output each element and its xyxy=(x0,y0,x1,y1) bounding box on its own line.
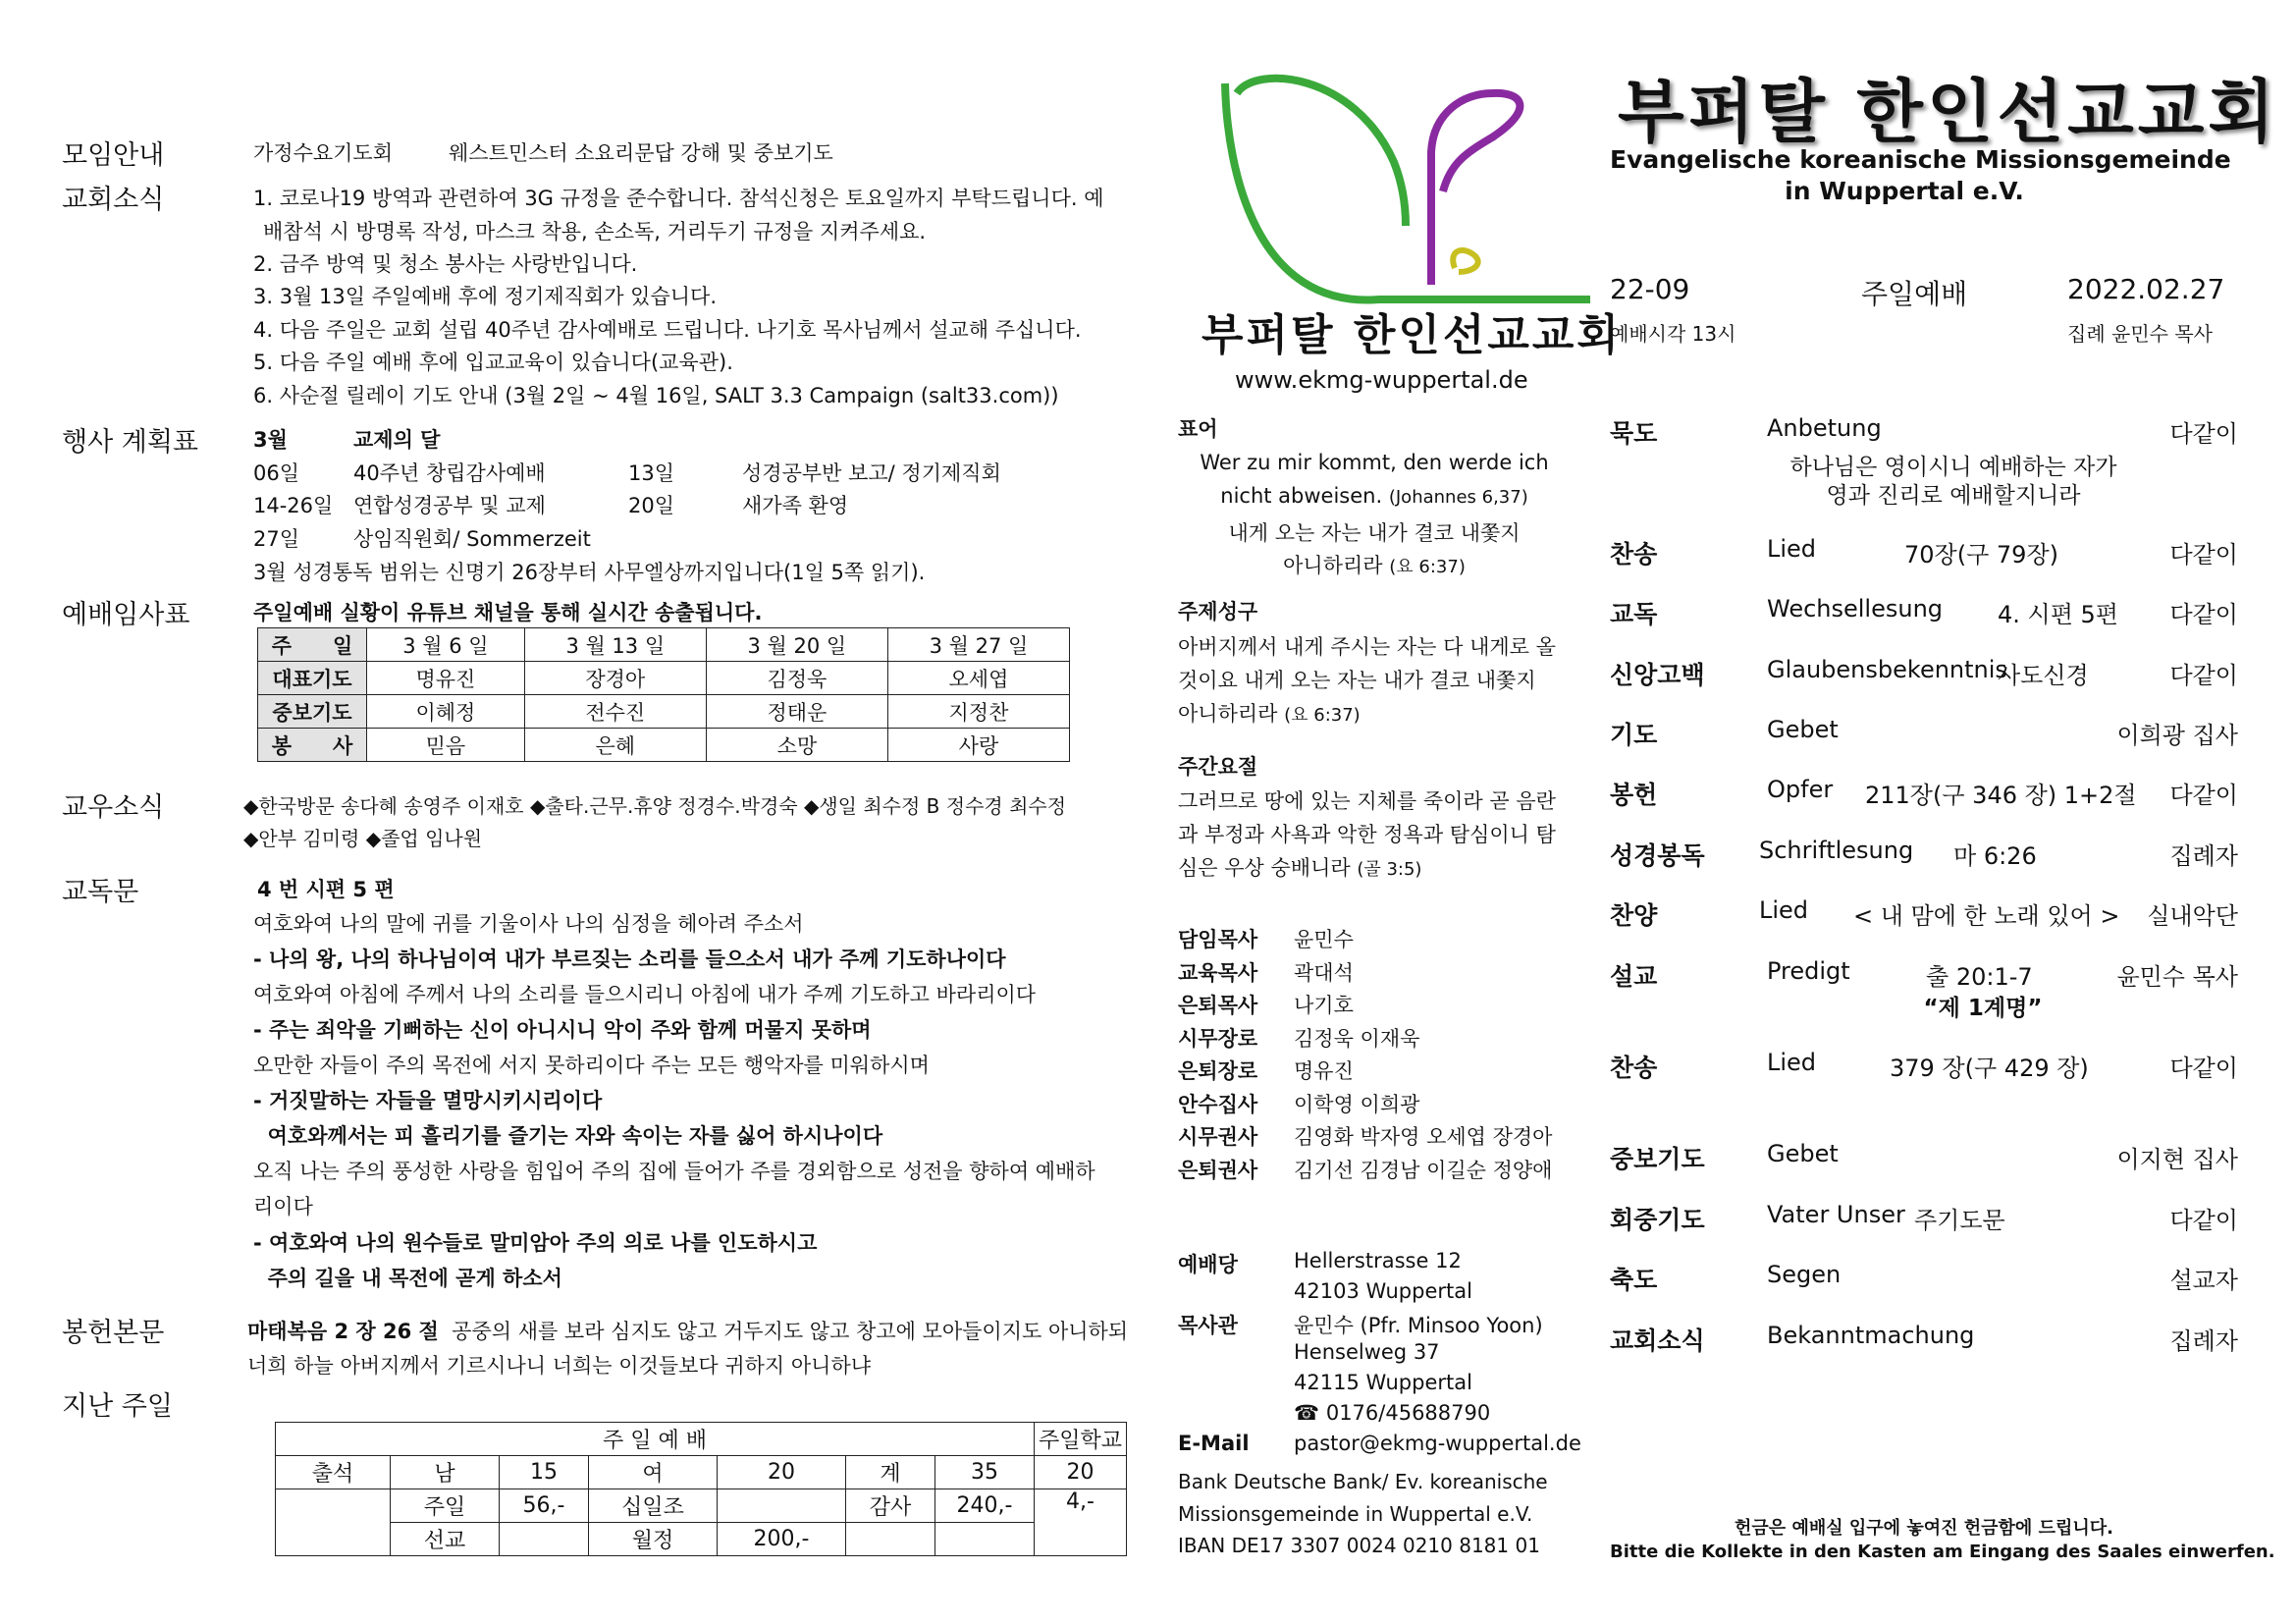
pastor-line: Henselweg 37 xyxy=(1294,1340,1440,1364)
phone-number: ☎ 0176/45688790 xyxy=(1294,1401,1491,1425)
service-time: 예배시각 13시 xyxy=(1610,322,1736,346)
table-row xyxy=(258,628,1070,662)
table-row xyxy=(258,729,1070,762)
logo-leaf-green xyxy=(1237,79,1406,226)
events-note: 3월 성경통독 범위는 신명기 26장부터 사무엘상까지입니다(1일 5쪽 읽기). xyxy=(253,561,926,584)
table-cell: 믿음 xyxy=(367,729,525,762)
order-who: 이희광 집사 xyxy=(2116,722,2238,749)
order-label: 교회소식 xyxy=(1610,1326,1705,1355)
order-label: 찬송 xyxy=(1610,540,1658,568)
events-theme: 교제의 달 xyxy=(353,428,441,452)
table-cell: 중보기도 xyxy=(258,695,367,729)
table-row xyxy=(258,695,1070,729)
subtitle-de: in Wuppertal e.V. xyxy=(1785,177,2024,205)
page-title: 부퍼탈 한인선교교회 xyxy=(1618,72,2278,152)
pastor-line: 42115 Wuppertal xyxy=(1294,1371,1472,1394)
order-who: 설교자 xyxy=(2169,1267,2238,1294)
staff-names: 윤민수 xyxy=(1294,928,1354,951)
event-name: 성경공부반 보고/ 정기제직회 xyxy=(742,461,1001,485)
pastor-line: 윤민수 (Pfr. Minsoo Yoon) xyxy=(1294,1314,1543,1337)
church-logo xyxy=(1198,54,1610,314)
table-cell: 주 일 예 배 xyxy=(276,1423,1035,1456)
order-detail: 4. 시편 5편 xyxy=(1998,601,2118,628)
order-label: 중보기도 xyxy=(1610,1145,1705,1173)
order-who: 다같이 xyxy=(2169,1055,2238,1082)
event-date: 14-26일 xyxy=(253,494,334,517)
table-cell: 남 xyxy=(391,1456,500,1489)
table-cell: 대표기도 xyxy=(258,662,367,695)
table-cell: 200,- xyxy=(718,1523,846,1556)
order-who: 집례자 xyxy=(2169,842,2238,870)
bank-line: Missionsgemeinde in Wuppertal e.V. xyxy=(1178,1502,1533,1526)
worship-sub: 영과 진리로 예배할지니라 xyxy=(1826,483,2081,509)
event-name: 새가족 환영 xyxy=(742,494,849,517)
table-row xyxy=(276,1523,1127,1556)
order-who: 이지현 집사 xyxy=(2116,1146,2238,1173)
offering-line2: 너희 하늘 아버지께서 기르시나니 너희는 이것들보다 귀하지 아니하냐 xyxy=(247,1354,872,1378)
reading-label: 교독문 xyxy=(62,877,139,907)
order-who: 다같이 xyxy=(2169,662,2238,689)
order-de: Opfer xyxy=(1767,776,1834,803)
weekly-label: 주간요절 xyxy=(1178,755,1258,779)
offering-ref: 마태복음 2 장 26 절 xyxy=(247,1320,439,1343)
order-detail: 주기도문 xyxy=(1914,1207,2005,1234)
event-name: 상임직원회/ Sommerzeit xyxy=(353,527,591,551)
motto-l4-text: 아니하리라 xyxy=(1283,554,1383,577)
order-de: Segen xyxy=(1767,1261,1842,1288)
worship-sub: 하나님은 영이시니 예배하는 자가 xyxy=(1789,455,2117,480)
offering-label: 봉헌본문 xyxy=(62,1318,165,1348)
table-cell: 소망 xyxy=(706,729,887,762)
order-label: 설교 xyxy=(1610,962,1658,991)
order-who: 윤민수 목사 xyxy=(2116,963,2238,991)
order-label: 묵도 xyxy=(1610,419,1658,448)
offering-line1: 공중의 새를 보라 심지도 않고 거두지도 않고 창고에 모아들이지도 아니하되 xyxy=(452,1320,1129,1343)
motto-l1: Wer zu mir kommt, den werde ich xyxy=(1200,451,1549,474)
order-detail: 70장(구 79장) xyxy=(1904,541,2058,568)
order-de: Lied xyxy=(1767,535,1817,563)
event-date: 06일 xyxy=(253,461,300,485)
order-label: 찬양 xyxy=(1610,901,1658,930)
logo-stem xyxy=(1225,83,1590,300)
staff-role: 시무권사 xyxy=(1178,1125,1258,1149)
table-cell: 계 xyxy=(846,1456,935,1489)
reading-line: 여호와여 나의 말에 귀를 기울이사 나의 심정을 헤아려 주소서 xyxy=(253,912,804,936)
news-item: 5. 다음 주일 예배 후에 입교교육이 있습니다(교육관). xyxy=(253,351,733,374)
events-label: 행사 계획표 xyxy=(62,427,198,458)
events-month: 3월 xyxy=(253,428,288,452)
order-de: Schriftlesung xyxy=(1759,837,1914,864)
table-row xyxy=(276,1456,1127,1489)
order-who: 다같이 xyxy=(2169,420,2238,448)
order-who: 집례자 xyxy=(2169,1327,2238,1355)
order-detail: 379 장(구 429 장) xyxy=(1890,1055,2089,1082)
order-de: Gebet xyxy=(1767,716,1839,743)
table-cell: 3 월 20 일 xyxy=(706,628,887,662)
motto-ref: (요 6:37) xyxy=(1389,557,1466,577)
email-link[interactable]: pastor@ekmg-wuppertal.de xyxy=(1294,1432,1581,1455)
table-cell: 김정욱 xyxy=(706,662,887,695)
staff-role: 은퇴장로 xyxy=(1178,1059,1258,1083)
news-item: 6. 사순절 릴레이 기도 안내 (3월 2일 ~ 4월 16일, SALT 3.3 Campaign (salt33.com)) xyxy=(253,384,1059,407)
table-row xyxy=(276,1423,1127,1456)
table-cell: 56,- xyxy=(500,1489,589,1523)
news-item: 1. 코로나19 방역과 관련하여 3G 규정을 준수합니다. 참석신청은 토요일까지 부탁드립니다. 예 xyxy=(253,187,1104,210)
event-date: 20일 xyxy=(628,494,675,517)
staff-names: 김영화 박자영 오세엽 장경아 xyxy=(1294,1125,1553,1149)
verse-l2: 것이요 내게 오는 자는 내가 결코 내쫓지 xyxy=(1178,669,1536,692)
members-line: ◆안부 김미령 ◆졸업 임나원 xyxy=(243,827,483,850)
website-link[interactable]: www.ekmg-wuppertal.de xyxy=(1235,366,1528,394)
reading-title: 4 번 시편 5 편 xyxy=(257,878,395,901)
motto-l4 xyxy=(1178,550,1571,579)
reading-line: - 여호와여 나의 원수들로 말미암아 주의 의로 나를 인도하시고 xyxy=(253,1231,818,1255)
table-cell xyxy=(935,1523,1035,1556)
reading-line: 주의 길을 내 목전에 곧게 하소서 xyxy=(253,1267,562,1290)
table-cell: 십일조 xyxy=(589,1489,718,1523)
order-detail: < 내 맘에 한 노래 있어 > xyxy=(1853,902,2120,930)
order-label: 교독 xyxy=(1610,600,1658,628)
order-label: 축도 xyxy=(1610,1266,1658,1294)
reading-line: 리이다 xyxy=(253,1195,313,1218)
table-cell: 20 xyxy=(718,1456,846,1489)
service-name: 주일예배 xyxy=(1861,278,1968,310)
email-label: E-Mail xyxy=(1178,1432,1250,1455)
event-date: 27일 xyxy=(253,527,300,551)
motto-ref: (Johannes 6,37) xyxy=(1388,487,1528,508)
meeting-text2: 웨스트민스터 소요리문답 강해 및 중보기도 xyxy=(449,141,833,165)
table-cell: 월정 xyxy=(589,1523,718,1556)
order-label: 봉헌 xyxy=(1610,781,1658,809)
order-de: Vater Unser xyxy=(1767,1201,1905,1228)
duty-note: 주일예배 실황이 유튜브 채널을 통해 실시간 송출됩니다. xyxy=(253,601,763,624)
logo-text: 부퍼탈 한인선교교회 xyxy=(1201,310,1622,360)
order-label: 기도 xyxy=(1610,721,1658,749)
table-cell xyxy=(846,1523,935,1556)
offering-text xyxy=(247,1316,1128,1345)
duty-table xyxy=(257,627,1070,762)
table-cell: 35 xyxy=(935,1456,1035,1489)
lastweek-table xyxy=(275,1422,1127,1556)
order-de: Bekanntmachung xyxy=(1767,1322,1975,1349)
order-label: 성경봉독 xyxy=(1610,841,1705,870)
order-detail: 출 20:1-7 xyxy=(1926,963,2033,991)
reading-line: 오만한 자들이 주의 목전에 서지 못하리이다 주는 모든 행악자를 미워하시며 xyxy=(253,1054,930,1077)
motto-l2-text: nicht abweisen. xyxy=(1220,484,1383,508)
order-de: Gebet xyxy=(1767,1140,1839,1167)
footer-note: 헌금은 예배실 입구에 놓여진 헌금함에 드립니다. xyxy=(1735,1518,2113,1539)
table-cell: 240,- xyxy=(935,1489,1035,1523)
order-de: Wechsellesung xyxy=(1767,595,1944,623)
order-label: 찬송 xyxy=(1610,1054,1658,1082)
place-label: 예배당 xyxy=(1178,1253,1238,1276)
service-leader: 집례 윤민수 목사 xyxy=(2067,322,2213,346)
table-cell: 15 xyxy=(500,1456,589,1489)
weekly-l2: 과 부정과 사욕과 악한 정욕과 탐심이니 탐 xyxy=(1178,823,1556,846)
table-cell: 은혜 xyxy=(524,729,706,762)
order-de: Anbetung xyxy=(1767,414,1882,442)
reading-line: 오직 나는 주의 풍성한 사랑을 힘입어 주의 집에 들어가 주를 경외함으로 성전을 향하여 예배하 xyxy=(253,1160,1095,1183)
order-de: Predigt xyxy=(1767,957,1850,985)
event-name: 40주년 창립감사예배 xyxy=(353,461,546,485)
staff-role: 은퇴권사 xyxy=(1178,1158,1258,1182)
table-cell: 봉 사 xyxy=(258,729,367,762)
table-row xyxy=(276,1489,1127,1523)
table-cell: 4,- xyxy=(1035,1489,1127,1556)
order-who: 다같이 xyxy=(2169,601,2238,628)
table-cell: 출석 xyxy=(276,1456,391,1489)
news-item: 4. 다음 주일은 교회 설립 40주년 감사예배로 드립니다. 나기호 목사님께서 설교해 주십니다. xyxy=(253,318,1082,342)
motto-label: 표어 xyxy=(1178,417,1218,441)
table-cell: 정태운 xyxy=(706,695,887,729)
staff-names: 이학영 이희광 xyxy=(1294,1092,1420,1116)
pastor-label: 목사관 xyxy=(1178,1314,1238,1337)
order-detail: 211장(구 346 장) 1+2절 xyxy=(1865,782,2137,809)
reading-line: - 주는 죄악을 기뻐하는 신이 아니시니 악이 주와 함께 머물지 못하며 xyxy=(253,1018,872,1042)
members-line: ◆한국방문 송다혜 송영주 이재호 ◆출타.근무.휴양 정경수.박경숙 ◆생일 최수정 B 정수경 최수정 xyxy=(243,794,1067,818)
staff-role: 은퇴목사 xyxy=(1178,994,1258,1017)
weekly-l3-text: 심은 우상 숭배니라 xyxy=(1178,856,1351,880)
order-who: 다같이 xyxy=(2169,541,2238,568)
lastweek-label: 지난 주일 xyxy=(62,1391,173,1422)
table-cell: 오세엽 xyxy=(887,662,1069,695)
table-cell: 감사 xyxy=(846,1489,935,1523)
table-cell: 여 xyxy=(589,1456,718,1489)
staff-names: 곽대석 xyxy=(1294,960,1354,985)
event-name: 연합성경공부 및 교제 xyxy=(353,494,546,517)
subtitle-de: Evangelische koreanische Missionsgemeinde xyxy=(1610,145,2231,174)
table-cell: 20 xyxy=(1035,1456,1127,1489)
place-line: Hellerstrasse 12 xyxy=(1294,1249,1462,1272)
table-cell: 주일학교 xyxy=(1035,1423,1127,1456)
order-de: Lied xyxy=(1759,896,1809,924)
table-cell: 지정찬 xyxy=(887,695,1069,729)
place-line: 42103 Wuppertal xyxy=(1294,1279,1472,1303)
table-cell: 명유진 xyxy=(367,662,525,695)
verse-label: 주제성구 xyxy=(1178,600,1258,623)
sermon-title: “제 1계명” xyxy=(1923,996,2043,1021)
bank-line: Bank Deutsche Bank/ Ev. koreanische xyxy=(1178,1470,1548,1493)
news-item: 배참석 시 방명록 작성, 마스크 착용, 손소독, 거리두기 규정을 지켜주세요. xyxy=(263,220,927,244)
news-item: 2. 금주 방역 및 청소 봉사는 사랑반입니다. xyxy=(253,252,638,276)
duty-label: 예배임사표 xyxy=(62,600,190,630)
issue-number: 22-09 xyxy=(1610,273,1690,305)
table-cell: 이혜정 xyxy=(367,695,525,729)
staff-names: 나기호 xyxy=(1294,994,1354,1017)
motto-l2 xyxy=(1178,484,1571,508)
staff-names: 명유진 xyxy=(1294,1059,1354,1083)
verse-l3-text: 아니하리라 xyxy=(1178,702,1278,726)
order-detail: 마 6:26 xyxy=(1953,842,2037,870)
reading-line: - 거짓말하는 자들을 멸망시키시리이다 xyxy=(253,1089,603,1112)
meeting-label: 모임안내 xyxy=(62,140,165,171)
order-who: 다같이 xyxy=(2169,782,2238,809)
table-cell: 3 월 13 일 xyxy=(524,628,706,662)
staff-role: 시무장로 xyxy=(1178,1026,1258,1051)
table-cell xyxy=(500,1523,589,1556)
verse-ref: (요 6:37) xyxy=(1284,705,1361,726)
staff-names: 김기선 김경남 이길순 정양애 xyxy=(1294,1158,1553,1182)
staff-role: 담임목사 xyxy=(1178,928,1258,951)
reading-line: - 나의 왕, 나의 하나님이여 내가 부르짖는 소리를 들으소서 내가 주께 기도하나이다 xyxy=(253,947,1006,971)
table-cell: 주 일 xyxy=(258,628,367,662)
table-cell: 사랑 xyxy=(887,729,1069,762)
reading-line: 여호와여 아침에 주께서 나의 소리를 들으시리니 아침에 내가 주께 기도하고 바라리이다 xyxy=(253,983,1037,1006)
bank-line: IBAN DE17 3307 0024 0210 8181 01 xyxy=(1178,1534,1540,1557)
verse-l1: 아버지께서 내게 주시는 자는 다 내게로 올 xyxy=(1178,635,1556,659)
motto-l3: 내게 오는 자는 내가 결코 내쫓지 xyxy=(1228,521,1521,545)
order-label: 신앙고백 xyxy=(1610,661,1705,689)
table-cell: 장경아 xyxy=(524,662,706,695)
news-item: 3. 3월 13일 주일예배 후에 정기제직회가 있습니다. xyxy=(253,285,717,308)
table-cell: 주일 xyxy=(391,1489,500,1523)
order-who: 실내악단 xyxy=(2147,902,2238,930)
members-label: 교우소식 xyxy=(62,792,165,823)
staff-names: 김정욱 이재욱 xyxy=(1294,1026,1420,1051)
reading-line: 여호와께서는 피 흘리기를 즐기는 자와 속이는 자를 싫어 하시나이다 xyxy=(253,1124,883,1148)
order-label: 회중기도 xyxy=(1610,1206,1705,1234)
event-date: 13일 xyxy=(628,461,675,485)
table-cell: 전수진 xyxy=(524,695,706,729)
table-cell: 선교 xyxy=(391,1523,500,1556)
table-cell xyxy=(718,1489,846,1523)
weekly-l1: 그러므로 땅에 있는 지체를 죽이라 곧 음란 xyxy=(1178,789,1556,813)
meeting-text1: 가정수요기도회 xyxy=(253,141,394,165)
table-cell: 3 월 6 일 xyxy=(367,628,525,662)
service-date: 2022.02.27 xyxy=(2067,273,2225,305)
order-who: 다같이 xyxy=(2169,1207,2238,1234)
staff-role: 교육목사 xyxy=(1178,960,1258,985)
footer-note: Bitte die Kollekte in den Kasten am Eingang des Saales einwerfen. xyxy=(1610,1542,2275,1562)
weekly-l3 xyxy=(1178,852,1421,882)
order-de: Glaubensbekenntnis xyxy=(1767,656,2007,683)
table-cell xyxy=(276,1489,391,1556)
weekly-ref: (골 3:5) xyxy=(1357,859,1422,880)
table-cell: 3 월 27 일 xyxy=(887,628,1069,662)
table-row xyxy=(258,662,1070,695)
order-detail: 사도신경 xyxy=(1998,662,2089,689)
order-de: Lied xyxy=(1767,1049,1817,1076)
verse-l3 xyxy=(1178,698,1361,728)
staff-role: 안수집사 xyxy=(1178,1092,1258,1116)
logo-seed xyxy=(1453,250,1477,272)
news-label: 교회소식 xyxy=(62,185,165,215)
